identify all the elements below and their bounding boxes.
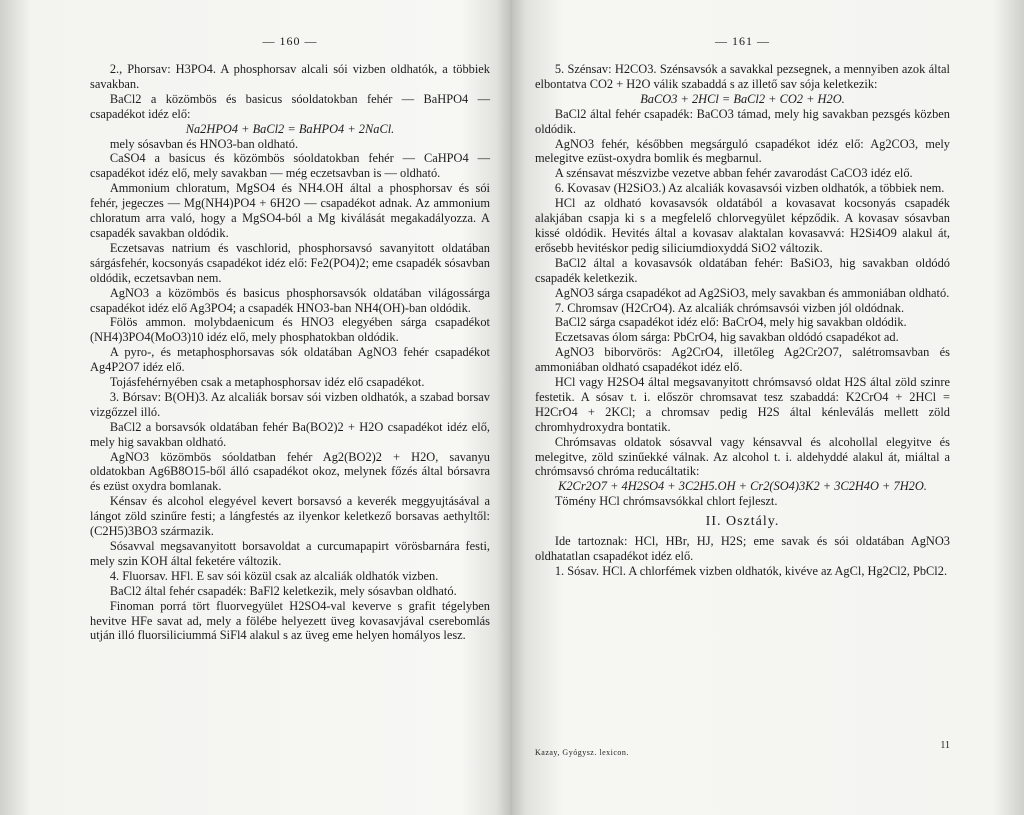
page-footer: Kazay, Gyógysz. lexicon. [535, 748, 629, 757]
paragraph: AgNO3 sárga csapadékot ad Ag2SiO3, mely savakban és ammoniában oldható. [554, 285, 950, 300]
paragraph: Eczetsavas natrium és vaschlorid, phosphorsavsó savanyitott oldatában sárgásfehér, kocsonyás csapadékot idéz elő: Fe2(PO4)2; eme csapadék sósavban oldódik, eczetsavban nem. [90, 240, 490, 285]
paragraph: A szénsavat mészvizbe vezetve abban fehér zavarodást CaCO3 idéz elő. [554, 166, 913, 181]
right-page [535, 0, 950, 815]
paragraph: Ide tartoznak: HCl, HBr, HJ, H2S; eme savak és sói oldatában AgNO3 oldhatatlan csapadékot idéz elő. [535, 534, 950, 563]
page-number-left: — 160 — [262, 34, 318, 48]
signature-mark: 11 [940, 740, 950, 751]
paragraph: Tömény HCl chrómsavsókkal chlort fejleszt. [554, 494, 778, 509]
paragraph: 7. Chromsav (H2CrO4). Az alcaliák chrómsavsói vizben jól oldódnak. [554, 300, 905, 315]
paragraph: BaCl2 által fehér csapadék: BaFl2 keletkezik, mely sósavban oldható. [109, 583, 457, 598]
paragraph: 2., Phorsav: H3PO4. A phosphorsav alcali sói vizben oldhatók, a többiek savakban. [90, 62, 490, 91]
paragraph: BaCl2 által a kovasavsók oldatában fehér: BaSiO3, hig savakban oldódó csapadék keletkezik. [535, 255, 950, 285]
paragraph: AgNO3 a közömbös és basicus phosphorsavsók oldatában világossárga csapadékot idéz elő Ag3PO4; a csapadék HNO3-ban NH4(OH)-ban oldódik. [90, 285, 490, 315]
paragraph: BaCl2 a borsavsók oldatában fehér Ba(BO2)2 + H2O csapadékot idéz elő, mely hig savakban oldható. [90, 419, 490, 449]
page-number-right: — 161 — [715, 34, 770, 48]
paragraph: Tojásfehérnyében csak a metaphosphorsav idéz elő csapadékot. [109, 375, 425, 390]
left-page-text [90, 62, 490, 643]
paragraph: HCl az oldható kovasavsók oldatából a kovasavat kocsonyás csapadék alakjában csapja ki s a megfelelő chlorvegyület képződik. A kovasav sósavban kissé oldódik. Hevités által a kovasav alaktalan kovasavvá: H2Si4O9 alakul át, erősebb hevitéskor pedig siliciumdioxyddá SiO2 változik. [535, 196, 950, 255]
paragraph: 1. Sósav. HCl. A chlorfémek vizben oldhatók, kivéve az AgCl, Hg2Cl2, PbCl2. [554, 563, 948, 578]
equation: Na2HPO4 + BaCl2 = BaHPO4 + 2NaCl. [185, 121, 395, 136]
paragraph: AgNO3 biborvörös: Ag2CrO4, illetőleg Ag2Cr2O7, salétromsavban és ammoniában oldható csapadékot idéz elő. [535, 345, 950, 375]
paragraph: A pyro-, és metaphosphorsavas sók oldatában AgNO3 fehér csapadékot Ag4P2O7 idéz elő. [90, 345, 490, 375]
equation: BaCO3 + 2HCl = BaCl2 + CO2 + H2O. [640, 91, 845, 106]
paragraph: BaCl2 a közömbös és basicus sóoldatokban fehér — BaHPO4 — csapadékot idéz elő: [90, 91, 490, 121]
paragraph: BaCl2 által fehér csapadék: BaCO3 támad, mely hig savakban pezsgés közben oldódik. [535, 106, 950, 136]
book-gutter [496, 0, 526, 815]
paragraph: 4. Fluorsav. HFl. E sav sói közül csak az alcaliák oldhatók vizben. [109, 568, 439, 583]
paragraph: 3. Bórsav: B(OH)3. Az alcaliák borsav sói vizben oldhatók, a szabad borsav vizgőzzel illó. [90, 389, 490, 419]
paragraph: BaCl2 sárga csapadékot idéz elő: BaCrO4, mely hig savakban oldódik. [554, 315, 907, 330]
equation: K2Cr2O7 + 4H2SO4 + 3C2H5.OH + Cr2(SO4)3K2 + 3C2H4O + 7H2O. [558, 479, 927, 494]
paragraph: HCl vagy H2SO4 által megsavanyitott chrómsavsó oldat H2S által zöld szinre festetik. A sósav t. i. először chromsavat tesz szabaddá: K2CrO4 + 2HCl = H2CrO4 + 2KCl; a chromsav pedig H2S által kénleválás mellett zöld chromhydroxydra bontatik. [535, 375, 950, 434]
paragraph: Finoman porrá tört fluorvegyület H2SO4-val keverve s grafit tégelyben hevitve HFe savat ad, mely a fölébe helyezett üveg kovasavjával cserebomlás utján illó fluorsiliciummá SiFl4 alakul s az üveg eme helyen homályos lesz. [90, 598, 490, 643]
paragraph: CaSO4 a basicus és közömbös sóoldatokban fehér — CaHPO4 — csapadékot idéz elő, mely savakban — még eczetsavban is — oldható. [90, 151, 490, 181]
paragraph: Kénsav és alcohol elegyével kevert borsavsó a keverék meggyujtásával a lángot zöld szinűre festi; a lángfestés az ilyenkor keletkező borsavas aethyltől: (C2H5)3BO3 származik. [90, 494, 490, 539]
left-page [90, 0, 490, 815]
right-page-text [535, 62, 950, 579]
paragraph: Sósavval megsavanyitott borsavoldat a curcumapapirt vörösbarnára festi, mely szin KOH által feketére változik. [90, 539, 490, 568]
paragraph: AgNO3 fehér, későbben megsárguló csapadékot idéz elő: Ag2CO3, mely melegitve ezüst-oxydra bomlik és megbarnul. [535, 136, 950, 166]
paragraph: Eczetsavas ólom sárga: PbCrO4, hig savakban oldódó csapadékot ad. [554, 330, 899, 345]
paragraph: Ammonium chloratum, MgSO4 és NH4.OH által a phosphorsav és sói fehér, jegeczes — Mg(NH4)PO4 + 6H2O — csapadékot adnak. Az ammonium chloratum arra való, hogy a MgSO4-ból a Mg kiválását megakadályozza. A csapadék savakban oldódik. [90, 181, 490, 240]
paragraph: AgNO3 közömbös sóoldatban fehér Ag2(BO2)2 + H2O, savanyu oldatokban Ag6B8O15-ből álló csapadékot okoz, melynek főzés által bórsavra és ezüst oxydra bomlanak. [90, 449, 490, 494]
paragraph: 6. Kovasav (H2SiO3.) Az alcaliák kovasavsói vizben oldhatók, a többiek nem. [554, 181, 945, 196]
paragraph: 5. Szénsav: H2CO3. Szénsavsók a savakkal pezsegnek, a mennyiben azok által elbontatva CO2 + H2O válik szabaddá s az illető sav sója keletkezik: [535, 62, 950, 91]
paragraph: Fölös ammon. molybdaenicum és HNO3 elegyében sárga csapadékot (NH4)3PO4(MoO3)10 idéz elő, mely phosphatokban oldódik. [90, 315, 490, 345]
section-heading: II. Osztály. [705, 514, 780, 530]
paragraph: mely sósavban és HNO3-ban oldható. [109, 136, 299, 151]
paragraph: Chrómsavas oldatok sósavval vagy kénsavval és alcohollal elegyitve és melegitve, zöld szinűekké válnak. Az alcohol t. i. aldehyddé alakul át, miáltal a chrómsavsó chróma reducáltatik: [535, 434, 950, 479]
